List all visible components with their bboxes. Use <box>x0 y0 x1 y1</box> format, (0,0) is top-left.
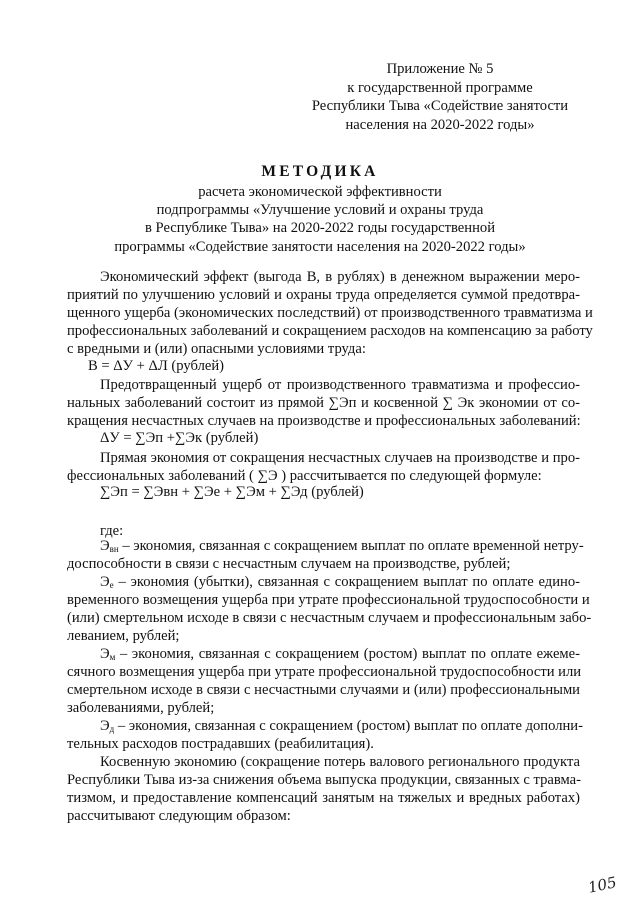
paragraph-line: тизмом, и предоставление компенсаций занятым на тяжелых и вредных работах) <box>67 790 580 806</box>
symbol-subscript: вн <box>109 544 119 554</box>
definition-text: – экономия, связанная с сокращением (ростом) выплат по оплате ежеме- <box>115 646 580 662</box>
paragraph-line: фессиональных заболеваний ( ∑Э ) рассчитывается по следующей формуле: <box>67 468 542 484</box>
paragraph-line: нальных заболеваний состоит из прямой ∑Эп и косвенной ∑ Эк экономии от со- <box>67 395 580 411</box>
annex-line: населения на 2020-2022 годы» <box>345 116 535 133</box>
paragraph-line: щенного ущерба (экономических последствий) от производственного травматизма и <box>67 305 593 321</box>
definition-line: тельных расходов пострадавших (реабилитация). <box>67 736 374 752</box>
definition-line: сячного возмещения ущерба при утрате профессиональной трудоспособности или <box>67 664 582 680</box>
definition-text: – экономия (убытки), связанная с сокращением выплат по оплате едино- <box>113 574 580 590</box>
symbol-subscript: е <box>109 580 114 590</box>
document-subtitle <box>70 183 570 256</box>
paragraph-line: Республики Тыва из-за снижения объема выпуска продукции, связанных с травма- <box>67 772 581 788</box>
symbol: Э <box>100 574 110 590</box>
paragraph-line: Предотвращенный ущерб от производственного травматизма и профессио- <box>100 377 580 393</box>
symbol: Э <box>100 646 110 662</box>
where-label: где: <box>100 523 124 539</box>
annex-line: Приложение № 5 <box>386 61 494 77</box>
definition-text: – экономия, связанная с сокращением (ростом) выплат по оплате дополни- <box>114 718 583 734</box>
definition-line: (или) смертельном исходе в связи с несчастным случаем и профессиональным забо- <box>67 610 592 626</box>
annex-header <box>300 60 580 134</box>
symbol: Э <box>100 538 110 554</box>
paragraph-line: рассчитывают следующим образом: <box>67 808 291 824</box>
symbol: Э <box>100 718 110 734</box>
definition-text: – экономия, связанная с сокращением выплат по оплате временной нетру- <box>118 538 584 554</box>
symbol-subscript: д <box>109 724 115 734</box>
definition-line: временного возмещения ущерба при утрате профессиональной трудоспособности и <box>67 592 590 608</box>
paragraph-line: кращения несчастных случаев на производстве и профессиональных заболеваний: <box>67 413 581 429</box>
symbol-subscript: м <box>109 652 116 662</box>
subtitle-line: программы «Содействие занятости населения на 2020-2022 годы» <box>114 238 526 255</box>
paragraph-line: с вредными и (или) опасными условиями труда: <box>67 341 366 357</box>
formula-prevented-damage: ΔУ = ∑Эп +∑Эк (рублей) <box>100 430 259 446</box>
paragraph-line: Косвенную экономию (сокращение потерь валового регионального продукта <box>100 754 580 770</box>
subtitle-line: в Республике Тыва» на 2020-2022 годы государственной <box>144 220 496 237</box>
definition-line: леванием, рублей; <box>67 628 180 644</box>
definition-line: доспособности в связи с несчастным случаем на производстве, рублей; <box>67 556 511 572</box>
formula-direct-savings: ∑Эп = ∑Эвн + ∑Эе + ∑Эм + ∑Эд (рублей) <box>100 484 364 500</box>
annex-line: к государственной программе <box>347 79 533 96</box>
document-title: МЕТОДИКА <box>261 163 379 180</box>
subtitle-line: расчета экономической эффективности <box>198 184 442 200</box>
subtitle-line: подпрограммы «Улучшение условий и охраны труда <box>156 202 484 219</box>
annex-line: Республики Тыва «Содействие занятости <box>311 98 569 114</box>
paragraph-line: приятий по улучшению условий и охраны труда определяется суммой предотвра- <box>67 287 580 303</box>
paragraph-line: Экономический эффект (выгода В, в рублях) в денежном выражении меро- <box>100 269 580 285</box>
definition-line: заболеваниями, рублей; <box>67 700 215 716</box>
handwritten-page-number: 105 <box>586 873 619 897</box>
definition-line: смертельном исходе в связи с несчастными случаями и (или) профессиональными <box>67 682 580 698</box>
paragraph-line: профессиональных заболеваний и сокращением расходов на компенсацию за работу <box>67 323 593 339</box>
formula-benefit: В = ΔУ + ΔЛ (рублей) <box>88 358 224 374</box>
paragraph-line: Прямая экономия от сокращения несчастных случаев на производстве и про- <box>100 450 580 466</box>
